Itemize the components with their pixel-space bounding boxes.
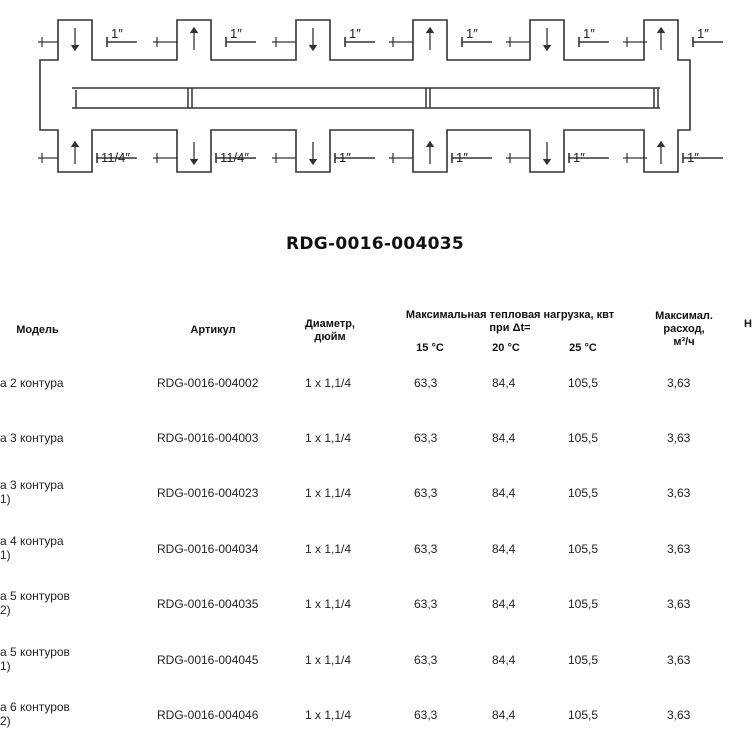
- header-article: Артикул: [190, 324, 236, 336]
- header-model: Модель: [16, 324, 59, 336]
- max-flow-cell: 3,63: [667, 542, 691, 556]
- load-20c-cell: 84,4: [492, 597, 516, 611]
- pipe-size-label-top: 1″: [697, 26, 709, 41]
- load-15c-cell: 63,3: [414, 708, 438, 722]
- port-stub-bottom-4: [389, 153, 413, 163]
- port-stub-top-3: [272, 37, 296, 47]
- size-mark-top-2: [226, 26, 256, 47]
- load-25c-cell: 105,5: [568, 376, 599, 390]
- pipe-size-label-bottom: 11/4″: [220, 150, 249, 165]
- port-stub-top-4: [389, 37, 413, 47]
- flow-arrow-bottom-4: [427, 142, 434, 164]
- left-stub: [38, 37, 58, 47]
- flow-arrow-bottom-5: [544, 142, 551, 164]
- drawing-title: RDG-0016-004035: [285, 234, 465, 254]
- header-15c: 15 °C: [416, 342, 444, 354]
- diameter-cell: 1 х 1,1/4: [305, 597, 352, 611]
- port-stub-top-2: [153, 37, 177, 47]
- header-25c: 25 °C: [569, 342, 597, 354]
- article-cell: RDG-0016-004035: [157, 597, 259, 611]
- load-15c-cell: 63,3: [414, 376, 438, 390]
- load-20c-cell: 84,4: [492, 708, 516, 722]
- load-15c-cell: 63,3: [414, 486, 438, 500]
- load-20c-cell: 84,4: [492, 376, 516, 390]
- header-max-flow: Максимал. расход, м³/ч: [655, 310, 713, 348]
- model-cell: а 3 контура 1): [0, 478, 64, 506]
- model-cell: а 5 контуров 2): [0, 589, 70, 617]
- pipe-size-label-top: 1″: [349, 26, 361, 41]
- model-cell: а 2 контура: [0, 376, 64, 390]
- pipe-size-label-top: 1″: [230, 26, 242, 41]
- diameter-cell: 1 х 1,1/4: [305, 653, 352, 667]
- diameter-cell: 1 х 1,1/4: [305, 708, 352, 722]
- load-20c-cell: 84,4: [492, 486, 516, 500]
- max-flow-cell: 3,63: [667, 597, 691, 611]
- article-cell: RDG-0016-004045: [157, 653, 259, 667]
- bottom-ports: [38, 142, 723, 165]
- internal-channels: [72, 88, 660, 108]
- pipe-size-label-top: 1″: [583, 26, 595, 41]
- size-mark-bottom-1: [97, 150, 137, 165]
- pipe-size-label-top: 1″: [466, 26, 478, 41]
- load-25c-cell: 105,5: [568, 708, 599, 722]
- flow-arrow-bottom-6: [658, 142, 665, 164]
- load-15c-cell: 63,3: [414, 597, 438, 611]
- port-stub-bottom-2: [153, 153, 177, 163]
- size-mark-top-3: [345, 26, 375, 47]
- size-mark-bottom-2: [216, 150, 256, 165]
- flow-arrow-top-5: [544, 28, 551, 50]
- diameter-cell: 1 х 1,1/4: [305, 431, 352, 445]
- article-cell: RDG-0016-004034: [157, 542, 259, 556]
- pipe-size-label-bottom: 1″: [339, 150, 351, 165]
- flow-arrow-top-1: [72, 28, 79, 50]
- flow-arrow-top-3: [310, 28, 317, 50]
- size-mark-bottom-4: [452, 150, 492, 165]
- load-20c-cell: 84,4: [492, 542, 516, 556]
- pipe-size-label-bottom: 1″: [456, 150, 468, 165]
- article-cell: RDG-0016-004023: [157, 486, 259, 500]
- load-25c-cell: 105,5: [568, 653, 599, 667]
- article-cell: RDG-0016-004046: [157, 708, 259, 722]
- flow-arrow-bottom-2: [191, 142, 198, 164]
- load-25c-cell: 105,5: [568, 542, 599, 556]
- port-stub-bottom-3: [272, 153, 296, 163]
- flow-arrow-top-2: [191, 28, 198, 50]
- port-stub-top-5: [506, 37, 530, 47]
- flow-arrow-bottom-3: [310, 142, 317, 164]
- pipe-size-label-bottom: 11/4″: [101, 150, 130, 165]
- max-flow-cell: 3,63: [667, 431, 691, 445]
- flow-arrow-top-6: [658, 28, 665, 50]
- model-cell: а 5 контуров 1): [0, 645, 70, 673]
- load-20c-cell: 84,4: [492, 431, 516, 445]
- max-flow-cell: 3,63: [667, 708, 691, 722]
- load-20c-cell: 84,4: [492, 653, 516, 667]
- max-flow-cell: 3,63: [667, 486, 691, 500]
- size-mark-bottom-6: [683, 150, 723, 165]
- size-mark-bottom-3: [335, 150, 375, 165]
- header-diameter: Диаметр, дюйм: [305, 318, 355, 343]
- load-25c-cell: 105,5: [568, 597, 599, 611]
- article-cell: RDG-0016-004003: [157, 431, 259, 445]
- size-mark-top-4: [462, 26, 492, 47]
- diameter-cell: 1 х 1,1/4: [305, 376, 352, 390]
- diameter-cell: 1 х 1,1/4: [305, 542, 352, 556]
- model-cell: а 3 контура: [0, 431, 64, 445]
- pipe-size-label-bottom: 1″: [573, 150, 585, 165]
- flow-arrow-bottom-1: [72, 142, 79, 164]
- header-cut-column: Н: [744, 318, 752, 330]
- load-15c-cell: 63,3: [414, 542, 438, 556]
- header-max-load: Максимальная тепловая нагрузка, квт при Δt=: [405, 309, 615, 334]
- load-25c-cell: 105,5: [568, 431, 599, 445]
- pipe-size-label-top: 1″: [111, 26, 123, 41]
- size-mark-top-1: [107, 26, 137, 47]
- load-25c-cell: 105,5: [568, 486, 599, 500]
- pipe-size-label-bottom: 1″: [687, 150, 699, 165]
- load-15c-cell: 63,3: [414, 653, 438, 667]
- manifold-diagram: [0, 0, 750, 200]
- left-stub-bottom: [38, 153, 58, 163]
- size-mark-bottom-5: [569, 150, 609, 165]
- model-cell: а 6 контуров 2): [0, 700, 70, 728]
- max-flow-cell: 3,63: [667, 653, 691, 667]
- load-15c-cell: 63,3: [414, 431, 438, 445]
- flow-arrow-top-4: [427, 28, 434, 50]
- top-ports: [38, 26, 723, 50]
- size-mark-top-6: [693, 26, 723, 47]
- port-stub-bottom-5: [506, 153, 530, 163]
- diameter-cell: 1 х 1,1/4: [305, 486, 352, 500]
- size-mark-top-5: [579, 26, 609, 47]
- article-cell: RDG-0016-004002: [157, 376, 259, 390]
- header-20c: 20 °C: [492, 342, 520, 354]
- model-cell: а 4 контура 1): [0, 534, 64, 562]
- max-flow-cell: 3,63: [667, 376, 691, 390]
